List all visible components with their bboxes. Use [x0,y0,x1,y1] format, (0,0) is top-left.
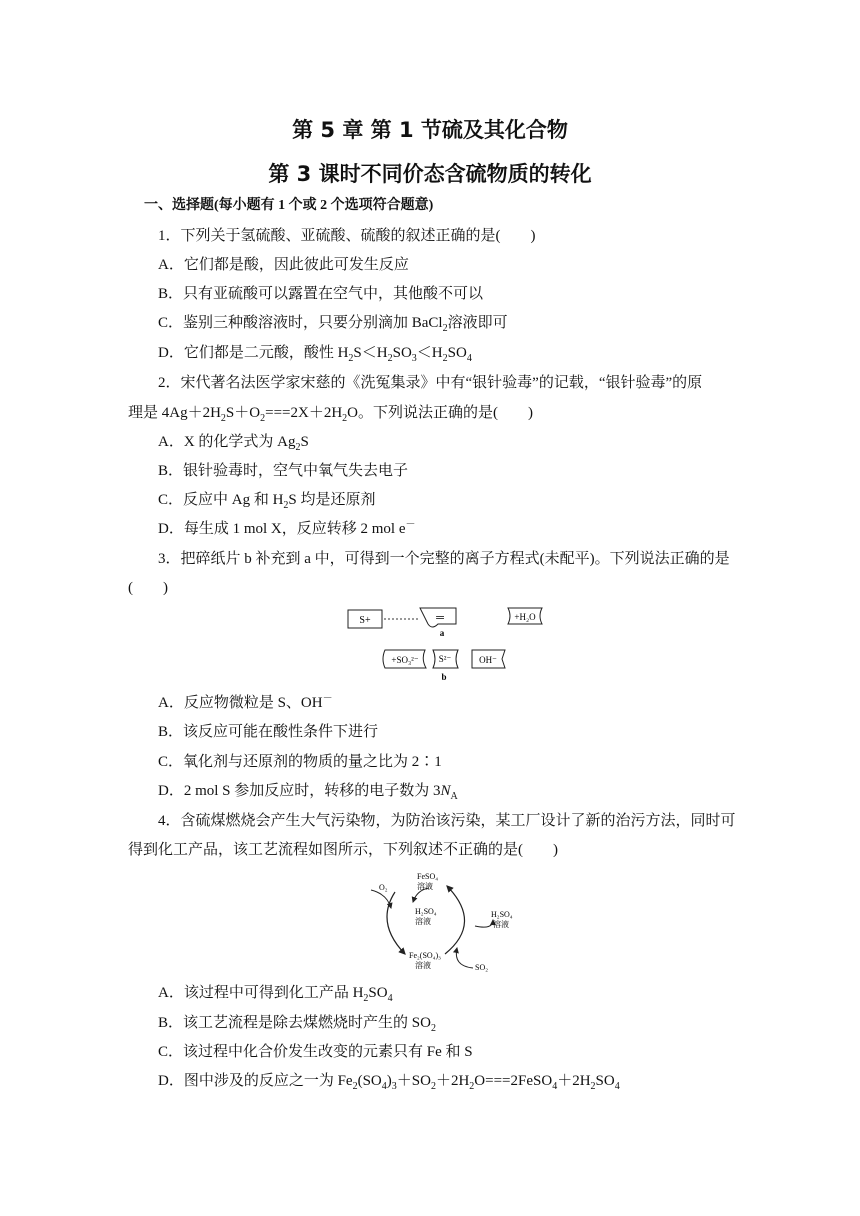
q1-option-a: A．它们都是酸，因此彼此可发生反应 [158,257,409,273]
lesson-title: 第 3 课时不同价态含硫物质的转化 [268,162,592,186]
cycle-arrow-right [445,886,465,954]
fe2so43-solution-label: 溶液 [415,961,431,970]
q1-option-d: D．它们都是二元酸，酸性 $H_2S<H_2SO_3<H_2SO_4$ [158,345,472,364]
q4-option-c: C．该过程中化合价发生改变的元素只有 Fe 和 S [158,1044,473,1060]
piece-a-sign: ═ [436,612,444,624]
q1-stem: 1．下列关于氢硫酸、亚硫酸、硫酸的叙述正确的是( ) [158,228,536,244]
cycle-arrow-left [387,892,405,954]
piece-oh-label: OH⁻ [479,655,497,665]
q2-option-d: D．每生成 1 mol X，反应转移 2 mol e－ [158,519,416,537]
q2-stem-line1: 2．宋代著名法医学家宋慈的《洗冤集录》中有“银针验毒”的记载，“银针验毒”的原 [158,375,703,391]
h2so4-inner-label: H₂SO₄ [415,907,437,916]
label-b: b [441,672,447,682]
q3-option-d: D．2 mol S 参加反应时，转移的电子数为 $3N_A$ [158,783,458,802]
q4-option-d: D．图中涉及的反应之一为 $Fe_2(SO_4)_3+SO_2+2H_2O===2FeSO_4+2H_2SO_4$ [158,1073,620,1092]
q4-stem-line1: 4．含硫煤燃烧会产生大气污染物，为防治该污染，某工厂设计了新的治污方法，同时可 [158,813,736,829]
h2so4-out-arrow [475,920,493,927]
q2-stem-line2: 理是 $4Ag+2H_2S+O_2===2X+2H_2O$。下列说法正确的是( ) [128,405,533,424]
chapter-title: 第 5 章 第 1 节硫及其化合物 [292,118,568,142]
h2so4-out-solution-label: 溶液 [493,920,509,929]
feso4-solution-label: 溶液 [417,882,433,891]
piece-s-plus-label: S+ [359,615,371,626]
q2-option-c: C．反应中 Ag 和 $H_2S$ 均是还原剂 [158,492,376,511]
so2-in-arrow [456,948,473,968]
piece-b-label: S²⁻ [438,654,452,664]
q3-option-c: C．氧化剂与还原剂的物质的量之比为 2∶1 [158,754,442,770]
h2so4-inner-solution-label: 溶液 [415,917,431,926]
piece-h2o-label: +H₂O [514,612,536,622]
fe2so43-label: Fe₂(SO₄)₃ [409,951,441,960]
q1-option-c: C．鉴别三种酸溶液时，只要分别滴加 BaCl$_2$溶液即可 [158,315,508,334]
so2-label: SO₂ [475,963,489,972]
paper-pieces-figure [340,600,560,685]
q1-option-b: B．只有亚硫酸可以露置在空气中，其他酸不可以 [158,286,484,302]
piece-so3-label: +SO₃²⁻ [391,655,419,665]
q3-stem-line1: 3．把碎纸片 b 补充到 a 中，可得到一个完整的离子方程式(未配平)。下列说法正确的是 [158,551,730,567]
o2-label: O₂ [379,883,388,892]
q4-stem-line2: 得到化工产品，该工艺流程如图所示，下列叙述不正确的是( ) [128,842,558,858]
q4-option-b: B．该工艺流程是除去煤燃烧时产生的 $SO_2$ [158,1015,436,1034]
q3-stem-line2: ( ) [128,580,168,596]
q3-option-b: B．该反应可能在酸性条件下进行 [158,724,379,740]
o2-arrow [371,890,391,908]
section-heading: 一、选择题(每小题有 1 个或 2 个选项符合题意) [144,198,434,213]
h2so4-out-label: H₂SO₄ [491,910,513,919]
q3-option-a: A．反应物微粒是 S、OH－ [158,693,333,711]
label-a: a [439,628,445,638]
q2-option-a: A．X 的化学式为 $Ag_2S$ [158,434,309,453]
q2-option-b: B．银针验毒时，空气中氧气失去电子 [158,463,409,479]
process-flow-figure [365,868,535,976]
feso4-label: FeSO₄ [417,872,439,881]
q4-option-a: A．该过程中可得到化工产品 $H_2SO_4$ [158,985,393,1004]
